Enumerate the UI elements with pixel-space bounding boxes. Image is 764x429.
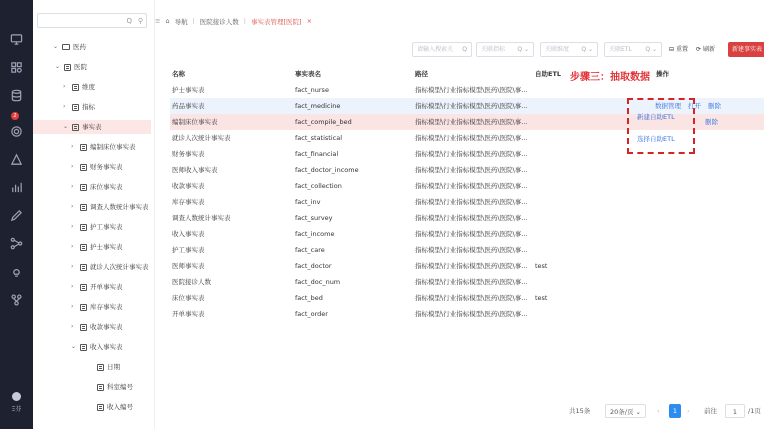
cell-path: 指标模型\行业指标模型\医药\医院\事... xyxy=(415,166,528,174)
cell-path: 指标模型\行业指标模型\医药\医院\事... xyxy=(415,262,528,270)
table-row[interactable] xyxy=(170,194,764,210)
cell-path: 指标模型\行业指标模型\医药\医院\事... xyxy=(415,230,528,238)
table-row[interactable] xyxy=(170,210,764,226)
open-link[interactable]: 打开 xyxy=(688,102,701,110)
page-size-label: 20条/页 xyxy=(610,408,634,416)
lamp-icon[interactable] xyxy=(7,262,25,280)
tree-node[interactable] xyxy=(33,160,151,174)
bar-chart-icon[interactable] xyxy=(7,178,25,196)
tree-node-label: 医院 xyxy=(74,63,87,71)
next-page-icon[interactable]: › xyxy=(687,407,690,415)
tree-node[interactable] xyxy=(33,140,151,154)
data-manage-link[interactable]: 数据管理 xyxy=(655,102,681,110)
table-icon xyxy=(72,124,79,131)
tree-node-label: 开单事实表 xyxy=(90,283,123,291)
cell-table: fact_care xyxy=(295,246,325,254)
tree-node-label: 收入事实表 xyxy=(90,343,123,351)
table-icon xyxy=(80,204,87,211)
table-icon xyxy=(97,404,104,411)
chevron-right-icon[interactable]: › xyxy=(71,283,74,290)
row-actions-compile-bed xyxy=(705,114,725,130)
cell-table: fact_doc_num xyxy=(295,278,341,286)
pagination xyxy=(565,404,764,420)
tree-node-label: 日期 xyxy=(107,363,120,371)
tab-hospital-visits[interactable]: 医院接诊人数 xyxy=(199,17,239,26)
goto-label: 前往 xyxy=(704,407,717,415)
cell-table: fact_income xyxy=(295,230,335,238)
table-row[interactable] xyxy=(170,242,764,258)
search-icon[interactable]: Q xyxy=(462,46,467,53)
menu-item-choose-etl[interactable]: 选择自助ETL xyxy=(637,135,675,143)
chevron-down-icon: Q ⌄ xyxy=(645,46,657,53)
tree-node[interactable] xyxy=(33,320,151,334)
tree-node-label: 收款事实表 xyxy=(90,323,123,331)
table-row[interactable] xyxy=(170,258,764,274)
cell-name: 编制床位事实表 xyxy=(172,118,218,126)
filter-indicator-select[interactable] xyxy=(476,42,534,57)
cell-path: 指标模型\行业指标模型\医药\医院\事... xyxy=(415,134,528,142)
tree-node-label: 护工事实表 xyxy=(90,223,123,231)
search-input[interactable] xyxy=(412,42,472,57)
tree-node[interactable] xyxy=(33,220,151,234)
filter-dimension-label: 关联维度 xyxy=(545,46,570,53)
cell-table: fact_doctor_income xyxy=(295,166,359,174)
chevron-down-icon: Q ⌄ xyxy=(581,46,593,53)
monitor-icon[interactable] xyxy=(7,30,25,48)
tree-node-label: 就诊人次统计事实表 xyxy=(90,263,149,271)
tree-search-input[interactable] xyxy=(37,13,147,28)
cell-path: 指标模型\行业指标模型\医药\医院\事... xyxy=(415,246,528,254)
step-annotation: 步骤三：抽取数据 xyxy=(570,72,650,83)
cell-table: fact_financial xyxy=(295,150,339,158)
table-icon xyxy=(80,164,87,171)
cell-table: fact_compile_bed xyxy=(295,118,352,126)
cell-name: 医师收入事实表 xyxy=(172,166,218,174)
tree-node[interactable] xyxy=(33,300,151,314)
page-total: /1页 xyxy=(748,407,761,415)
table-icon xyxy=(80,244,87,251)
tree-node-label: 收入编号 xyxy=(107,403,133,411)
top-bar xyxy=(155,10,764,32)
divider: | xyxy=(243,17,246,25)
table-icon xyxy=(80,304,87,311)
chevron-right-icon[interactable]: › xyxy=(71,243,74,250)
table-icon xyxy=(80,344,87,351)
tree-node[interactable] xyxy=(33,200,151,214)
col-header-table[interactable]: 事实表名 xyxy=(295,70,321,78)
tree-node[interactable] xyxy=(33,180,151,194)
table-icon xyxy=(80,144,87,151)
table-icon xyxy=(72,104,79,111)
tree-node-label: 医药 xyxy=(73,43,86,51)
table-icon xyxy=(97,384,104,391)
cell-path: 指标模型\行业指标模型\医药\医院\事... xyxy=(415,278,528,286)
table-icon xyxy=(80,184,87,191)
table-icon xyxy=(97,364,104,371)
chevron-right-icon[interactable]: › xyxy=(71,163,74,170)
tree-node[interactable] xyxy=(33,260,151,274)
folder-icon xyxy=(62,44,70,50)
cell-name: 调查人数统计事实表 xyxy=(172,214,231,222)
cell-name: 药品事实表 xyxy=(172,102,205,110)
cell-path: 指标模型\行业指标模型\医药\医院\事... xyxy=(415,86,528,94)
gear-icon[interactable] xyxy=(7,122,25,140)
col-header-actions: 操作 xyxy=(656,70,669,78)
tree-node[interactable] xyxy=(33,280,151,294)
chevron-right-icon[interactable]: › xyxy=(71,303,74,310)
grid-icon[interactable] xyxy=(7,58,25,76)
table-icon xyxy=(80,264,87,271)
col-header-path[interactable]: 路径 xyxy=(415,70,428,78)
refresh-icon: ⟳ xyxy=(696,46,702,53)
tree-node-label: 护士事实表 xyxy=(90,243,123,251)
cell-table: fact_survey xyxy=(295,214,333,222)
tree-node[interactable] xyxy=(33,100,151,114)
cell-name: 开单事实表 xyxy=(172,310,205,318)
filter-etl-label: 关联ETL xyxy=(609,46,632,53)
filter-etl-select[interactable] xyxy=(604,42,662,57)
tree-node-label: 维度 xyxy=(82,83,95,91)
refresh-button[interactable] xyxy=(696,42,715,57)
table-row[interactable] xyxy=(170,178,764,194)
chevron-right-icon[interactable]: › xyxy=(71,183,74,190)
table-icon xyxy=(80,224,87,231)
tree-node-label: 库存事实表 xyxy=(90,303,123,311)
table-row[interactable] xyxy=(170,274,764,290)
home-icon[interactable]: ⌂ xyxy=(165,17,170,25)
chevron-down-icon[interactable]: ⌄ xyxy=(63,123,69,130)
table-header xyxy=(170,66,764,82)
tree-node[interactable] xyxy=(33,340,151,354)
page-size-select[interactable]: 20条/页 ⌄ xyxy=(605,404,646,418)
tree-node[interactable] xyxy=(33,80,151,94)
tree-node-label: 事实表 xyxy=(82,123,102,131)
chevron-down-icon[interactable]: ⌄ xyxy=(55,63,61,70)
chevron-right-icon[interactable]: › xyxy=(63,103,66,110)
tree-node[interactable] xyxy=(33,60,151,74)
tree-node[interactable] xyxy=(33,240,151,254)
search-icon[interactable]: Q xyxy=(126,17,132,25)
cell-name: 库存事实表 xyxy=(172,198,205,206)
cell-name: 收入事实表 xyxy=(172,230,205,238)
cell-name: 收款事实表 xyxy=(172,182,205,190)
cell-path: 指标模型\行业指标模型\医药\医院\事... xyxy=(415,182,528,190)
tree-node[interactable] xyxy=(33,120,151,134)
table-icon xyxy=(72,84,79,91)
network-icon[interactable] xyxy=(7,290,25,308)
tree-node[interactable] xyxy=(33,380,151,394)
toolbar xyxy=(155,39,764,61)
cell-path: 指标模型\行业指标模型\医药\医院\事... xyxy=(415,118,528,126)
chevron-down-icon[interactable]: ⌄ xyxy=(71,343,77,350)
cell-name: 医师事实表 xyxy=(172,262,205,270)
cell-name: 床位事实表 xyxy=(172,294,205,302)
cell-table: fact_doctor xyxy=(295,262,332,270)
search-placeholder: 请输入搜索关 xyxy=(417,46,454,53)
tree-node[interactable] xyxy=(33,40,151,54)
menu-toggle-icon[interactable]: ≡ xyxy=(155,17,161,25)
tree-node-label: 财务事实表 xyxy=(90,163,123,171)
cell-etl: test xyxy=(535,294,548,302)
table-row[interactable] xyxy=(170,226,764,242)
cell-table: fact_statistical xyxy=(295,134,343,142)
filter-dimension-select[interactable] xyxy=(540,42,598,57)
col-header-etl[interactable]: 自助ETL xyxy=(535,70,562,78)
chevron-right-icon[interactable]: › xyxy=(71,223,74,230)
table-row[interactable] xyxy=(170,82,764,98)
cell-table: fact_inv xyxy=(295,198,321,206)
delete-link[interactable]: 删除 xyxy=(705,118,718,126)
cell-name: 护士事实表 xyxy=(172,86,205,94)
table-row[interactable] xyxy=(170,162,764,178)
reset-label: 重置 xyxy=(675,46,688,53)
new-fact-table-button[interactable]: 新建事实表 xyxy=(728,42,764,57)
col-header-name[interactable]: 名称 xyxy=(172,70,185,78)
tab-fact-table-manage[interactable]: 事实表管理[医院] xyxy=(251,17,302,26)
cell-path: 指标模型\行业指标模型\医药\医院\事... xyxy=(415,198,528,206)
triangle-ruler-icon[interactable] xyxy=(7,150,25,168)
prev-page-icon[interactable]: ‹ xyxy=(657,407,660,415)
cell-path: 指标模型\行业指标模型\医药\医院\事... xyxy=(415,310,528,318)
cell-etl: test xyxy=(535,262,548,270)
table-icon xyxy=(64,64,71,71)
cell-table: fact_nurse xyxy=(295,86,329,94)
tree-node-label: 指标 xyxy=(82,103,95,111)
user-menu[interactable] xyxy=(0,392,33,413)
chevron-down-icon[interactable]: ⌄ xyxy=(53,43,59,50)
cell-name: 就诊人次统计事实表 xyxy=(172,134,231,142)
cell-path: 指标模型\行业指标模型\医药\医院\事... xyxy=(415,214,528,222)
cell-table: fact_bed xyxy=(295,294,323,302)
tree-node-label: 调查人数统计事实表 xyxy=(90,203,149,211)
database-icon[interactable] xyxy=(7,86,25,104)
page-current[interactable]: 1 xyxy=(669,404,681,418)
tree-node[interactable] xyxy=(33,360,151,374)
close-icon[interactable]: × xyxy=(306,17,313,25)
filter-indicator-label: 关联指标 xyxy=(481,46,506,53)
menu-item-new-etl[interactable]: 新建自助ETL xyxy=(637,113,675,121)
total-count: 共15条 xyxy=(569,407,591,415)
flow-icon[interactable] xyxy=(7,234,25,252)
tree-node[interactable] xyxy=(33,400,151,414)
chevron-right-icon[interactable]: › xyxy=(71,143,74,150)
cell-name: 财务事实表 xyxy=(172,150,205,158)
refresh-label: 刷新 xyxy=(702,46,715,53)
tree-node-label: 科室编号 xyxy=(107,383,133,391)
chevron-right-icon[interactable]: › xyxy=(71,203,74,210)
nav-label[interactable]: 导航 xyxy=(174,17,188,26)
icon-rail xyxy=(0,0,33,429)
user-label: Ξ芬 xyxy=(11,406,22,413)
divider: | xyxy=(192,17,195,25)
table-row[interactable] xyxy=(170,290,764,306)
reset-button[interactable] xyxy=(669,42,688,57)
cell-table: fact_collection xyxy=(295,182,342,190)
tree-node-label: 床位事实表 xyxy=(90,183,123,191)
cell-path: 指标模型\行业指标模型\医药\医院\事... xyxy=(415,102,528,110)
cell-name: 医院接诊人数 xyxy=(172,278,211,286)
delete-link[interactable]: 删除 xyxy=(708,102,721,110)
chevron-right-icon[interactable]: › xyxy=(71,263,74,270)
cell-path: 指标模型\行业指标模型\医药\医院\事... xyxy=(415,150,528,158)
avatar xyxy=(12,392,21,401)
pen-icon[interactable] xyxy=(7,206,25,224)
chevron-down-icon: Q ⌄ xyxy=(517,46,529,53)
cell-path: 指标模型\行业指标模型\医药\医院\事... xyxy=(415,294,528,302)
filter-icon[interactable]: ⚲ xyxy=(137,17,143,25)
goto-page-input[interactable]: 1 xyxy=(725,404,745,418)
chevron-right-icon[interactable]: › xyxy=(63,83,66,90)
chevron-right-icon[interactable]: › xyxy=(71,323,74,330)
cell-table: fact_order xyxy=(295,310,328,318)
reset-icon: ⊟ xyxy=(669,46,675,53)
notification-badge: 2 xyxy=(11,112,19,120)
table-row[interactable] xyxy=(170,306,764,322)
cell-name: 护工事实表 xyxy=(172,246,205,254)
table-icon xyxy=(80,284,87,291)
cell-table: fact_medicine xyxy=(295,102,341,110)
table-icon xyxy=(80,324,87,331)
model-tree-panel xyxy=(33,0,155,429)
tree-node-label: 编制床位事实表 xyxy=(90,143,136,151)
